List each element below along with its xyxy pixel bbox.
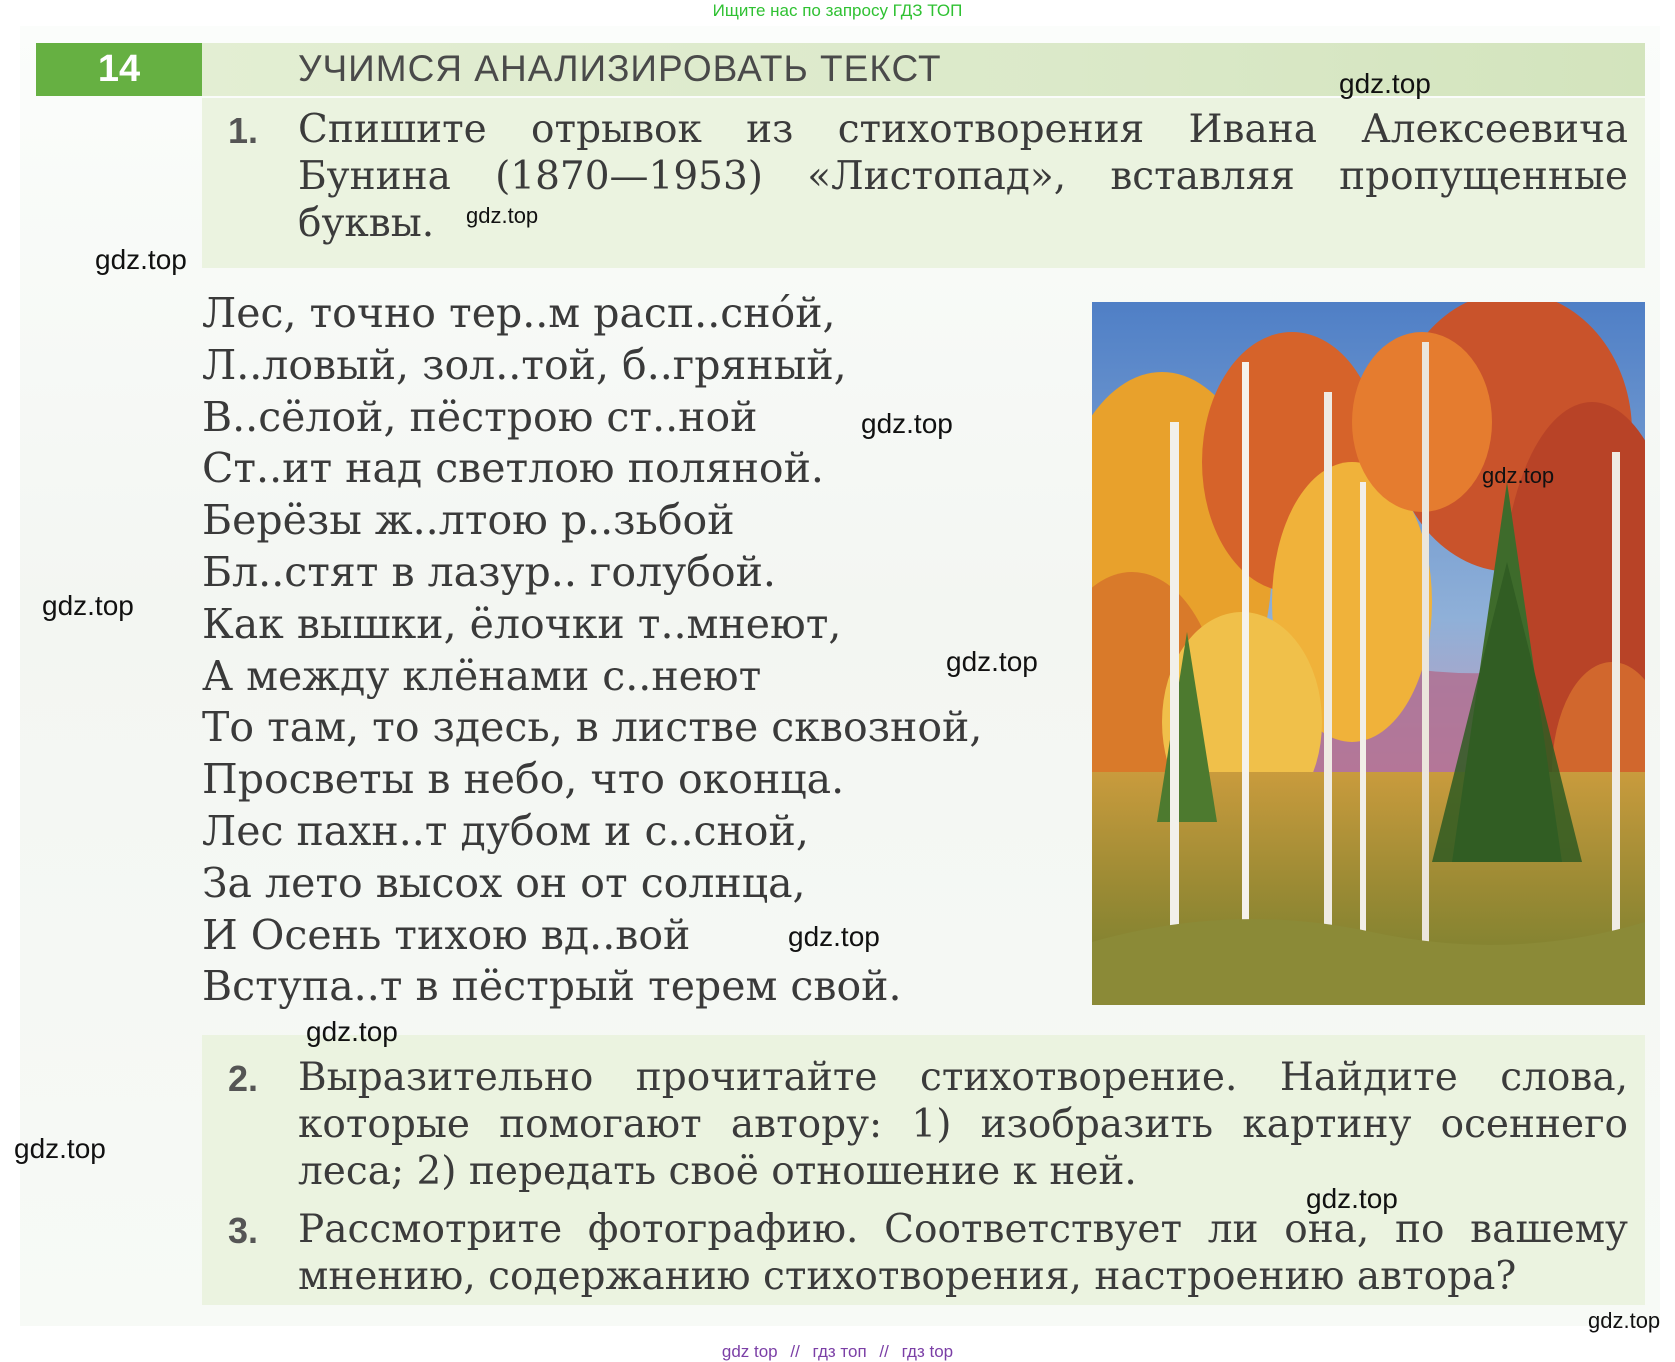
- poem: [202, 288, 982, 1013]
- poem-line: Берёзы ж..лтою р..зьбой: [202, 496, 735, 545]
- poem-line: Просветы в небо, что оконца.: [202, 755, 845, 804]
- poem-line: Вступа..т в пёстрый терем свой.: [202, 962, 902, 1011]
- poem-line: За лето высох он от солнца,: [202, 858, 806, 907]
- section-title: УЧИМСЯ АНАЛИЗИРОВАТЬ ТЕКСТ: [298, 48, 942, 89]
- task1-text: Спишите отрывок из стихотворения Ивана Алексеевича Бунина (1870—1953) «Листопад», вставляя пропущенные буквы.: [298, 107, 1628, 246]
- task2-text: Выразительно прочитайте стихотворение. Найдите слова, которые помогают автору: 1) изобразить картину осеннего леса; 2) передать своё отношение к ней.: [298, 1055, 1628, 1194]
- poem-line: Как вышки, ёлочки т..мнеют,: [202, 599, 842, 648]
- bottom-banner-separator: //: [790, 1342, 800, 1361]
- task3-number: 3.: [228, 1210, 259, 1251]
- watermark: gdz.top: [1482, 463, 1555, 488]
- bottom-banner-part[interactable]: гдз top: [901, 1342, 954, 1361]
- bottom-banner-separator: //: [879, 1342, 889, 1361]
- watermark: gdz.top: [14, 1133, 106, 1164]
- watermark: gdz.top: [1339, 68, 1431, 99]
- poem-line: То там, то здесь, в листве сквозной,: [202, 703, 983, 752]
- watermark: gdz.top: [861, 408, 953, 439]
- bottom-banner-part[interactable]: гдз топ: [812, 1342, 867, 1361]
- poem-line: А между клёнами с..неют: [202, 651, 762, 700]
- watermark: gdz.top: [95, 244, 187, 275]
- bottom-banner[interactable]: [0, 1342, 1675, 1362]
- watermark: gdz.top: [946, 646, 1038, 677]
- poem-line: Бл..стят в лазур.. голубой.: [202, 547, 776, 596]
- task2-number: 2.: [228, 1058, 259, 1099]
- bottom-banner-part[interactable]: gdz top: [721, 1342, 778, 1361]
- poem-line: Ст..ит над светлою поляной.: [202, 444, 824, 493]
- watermark: gdz.top: [788, 921, 880, 952]
- watermark: gdz.top: [466, 203, 539, 228]
- poem-line: В..сёлой, пёстрою ст..ной: [202, 392, 758, 441]
- poem-line: Лес, точно тер..м расп..сно́й,: [202, 289, 836, 337]
- task1-number: 1.: [228, 110, 259, 151]
- autumn-forest-painting: [1092, 302, 1645, 1005]
- task3-text: Рассмотрите фотографию. Соответствует ли она, по вашему мнению, содержанию стихотворения, настроению автора?: [298, 1207, 1628, 1299]
- page-number: 14: [36, 43, 202, 96]
- watermark: gdz.top: [306, 1016, 398, 1047]
- top-banner[interactable]: Ищите нас по запросу ГДЗ ТОП: [712, 1, 963, 20]
- watermark: gdz.top: [42, 590, 134, 621]
- poem-line: Лес пахн..т дубом и с..сной,: [202, 806, 809, 855]
- poem-line: Л..ловый, зол..той, б..гряный,: [202, 340, 847, 389]
- watermark: gdz.top: [1306, 1183, 1398, 1214]
- poem-line: И Осень тихою вд..вой: [202, 910, 691, 959]
- watermark: gdz.top: [1588, 1308, 1661, 1333]
